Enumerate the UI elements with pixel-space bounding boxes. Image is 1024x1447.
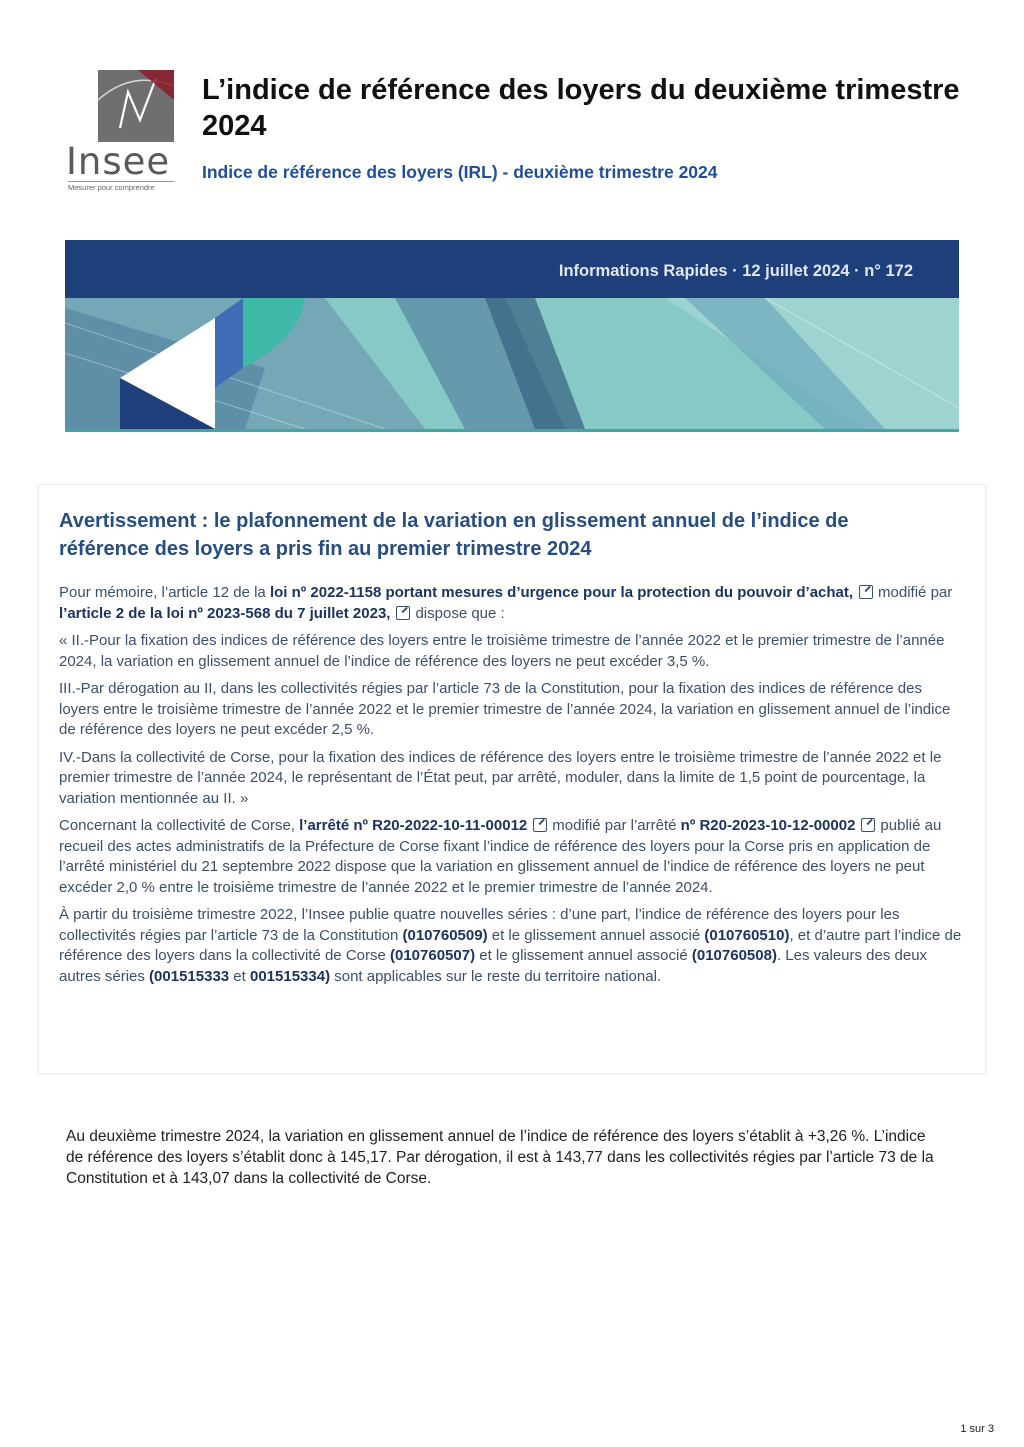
- quote-paragraph-iv: IV.-Dans la collectivité de Corse, pour la fixation des indices de référence des loyers entre le troisième trimestre de l’année 2022 et le premier trimestre de l’année 2024, le représentant de l’État peut, par arrêté, moduler, dans la limite de 1,5 point de pourcentage, la variation mentionnée au II. »: [59, 748, 942, 807]
- text-span: Concernant la collectivité de Corse,: [59, 817, 300, 834]
- external-link-icon[interactable]: [859, 585, 873, 599]
- text-span: . Les valeurs des deux autres séries: [59, 947, 928, 985]
- arrete-modif-link[interactable]: nº R20-2023-10-12-00002: [680, 817, 856, 834]
- arrete-link[interactable]: l’arrêté nº R20-2022-10-11-00012: [299, 817, 528, 834]
- text-span: , et d’autre part l’indice de référence des loyers dans la collectivité de Corse: [59, 926, 962, 964]
- text-span: dispose que :: [415, 604, 505, 622]
- law-article-link[interactable]: l’article 2 de la loi nº 2023-568 du 7 juillet 2023,: [59, 604, 391, 622]
- corse-paragraph: [59, 816, 964, 898]
- page-subtitle: Indice de référence des loyers (IRL) - deuxième trimestre 2024: [202, 162, 718, 182]
- warning-body: [59, 583, 964, 994]
- series-id[interactable]: (001515333: [149, 967, 230, 985]
- quote-paragraph-iii: III.-Par dérogation au II, dans les collectivités régies par l’article 73 de la Constitution, pour la fixation des indices de référence des loyers entre le troisième trimestre de l’année 2022 et le premier trimestre de l’année 2024, la variation en glissement annuel de l’indice de référence des loyers ne peut excéder 2,5 %.: [59, 680, 951, 738]
- publication-banner: [65, 240, 959, 432]
- warning-paragraph: [59, 583, 964, 624]
- text-span: et le glissement annuel associé: [475, 947, 692, 964]
- series-id[interactable]: (010760507): [390, 947, 476, 964]
- insee-logo: [66, 70, 178, 195]
- logo-tagline: Mesurer pour comprendre: [68, 181, 174, 192]
- publication-info: Informations Rapides · 12 juillet 2024 · n° 172: [558, 262, 913, 280]
- text-span: modifié par: [878, 584, 953, 601]
- series-id[interactable]: (010760508): [691, 947, 777, 964]
- text-span: sont applicables sur le reste du territoire national.: [330, 967, 662, 985]
- series-paragraph: [59, 905, 964, 987]
- series-id[interactable]: (010760509): [402, 926, 488, 944]
- warning-panel: [38, 484, 986, 1074]
- text-span: et le glissement annuel associé: [487, 926, 705, 944]
- text-span: et: [229, 967, 250, 985]
- summary-paragraph: Au deuxième trimestre 2024, la variation en glissement annuel de l’indice de référence des loyers s’établit à +3,26 %. L’indice de référence des loyers s’établit donc à 145,17. Par dérogation, il est à 143,77 dans les collectivités régies par l’article 73 de la Constitution et à 143,07 dans la collectivité de Corse.: [66, 1128, 934, 1187]
- logo-wordmark: Insee: [66, 140, 171, 183]
- series-id[interactable]: (010760510): [704, 926, 790, 944]
- text-span: À partir du troisième trimestre 2022, l’Insee publie quatre nouvelles séries : d’une part, l’indice de référence des loyers pour les collectivités régies par l’article 73 de la Constitution: [59, 906, 900, 944]
- quote-paragraph-ii: « II.-Pour la fixation des indices de référence des loyers entre le troisième trimestre de l’année 2022 et le premier trimestre de l’année 2024, la variation en glissement annuel de l’indice de référence des loyers ne peut excéder 3,5 %.: [59, 632, 945, 670]
- law-link[interactable]: loi nº 2022-1158 portant mesures d’urgence pour la protection du pouvoir d’achat,: [269, 584, 854, 601]
- series-id[interactable]: 001515334): [249, 967, 331, 985]
- warning-title: Avertissement : le plafonnement de la variation en glissement annuel de l’indice de référence des loyers a pris fin au premier trimestre 2024: [59, 510, 849, 560]
- text-span: modifié par l’arrêté: [552, 817, 681, 834]
- logo-emblem: [98, 70, 174, 142]
- page-title: L’indice de référence des loyers du deuxième trimestre 2024: [202, 74, 960, 142]
- external-link-icon[interactable]: [533, 818, 547, 832]
- banner-illustration: [65, 298, 959, 429]
- text-span: publié au recueil des actes administratifs de la Préfecture de Corse fixant l’indice de référence des loyers pour la Corse pris en application de l’arrêté ministériel du 21 septembre 2022 dispose que la variation en glissement annuel de l’indice de référence des loyers ne peut excéder 2,0 % entre le troisième trimestre de l’année 2022 et le premier trimestre de l’année 2024.: [59, 817, 942, 896]
- page-number: 1 sur 3: [960, 1423, 994, 1435]
- banner-bar: [65, 240, 959, 298]
- external-link-icon[interactable]: [396, 606, 410, 620]
- external-link-icon[interactable]: [861, 818, 875, 832]
- text-span: Pour mémoire, l’article 12 de la: [59, 584, 270, 601]
